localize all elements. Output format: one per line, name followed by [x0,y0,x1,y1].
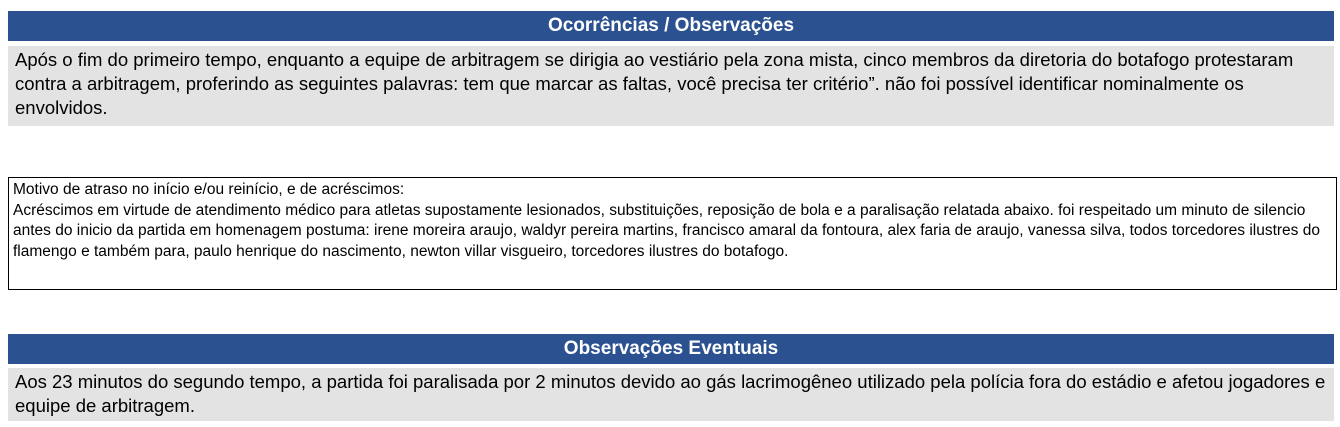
atraso-text: Acréscimos em virtude de atendimento médico para atletas supostamente lesionados, substituições, reposição de bola e a paralisação relatada abaixo. foi respeitado um minuto de silencio antes do inicio da partida em homenagem postuma: irene moreira araujo, waldyr pereira martins, francisco amaral da fontoura, alex faria de araujo, vanessa silva, todos torcedores ilustres do flamengo e também para, paulo henrique do nascimento, newton villar visgueiro, torcedores ilustres do botafogo. [13,201,1320,260]
eventuais-section-header: Observações Eventuais [8,334,1334,364]
ocorrencias-section-header: Ocorrências / Observações [8,11,1334,41]
atraso-title: Motivo de atraso no início e/ou reinício, e de acréscimos: [13,181,405,198]
ocorrencias-text: Após o fim do primeiro tempo, enquanto a equipe de arbitragem se dirigia ao vestiário pela zona mista, cinco membros da diretoria do botafogo protestaram contra a arbitragem, proferindo as seguintes palavras: tem que marcar as faltas, você precisa ter critério”. não foi possível identificar nominalmente os envolvidos. [8,46,1334,126]
atraso-box [8,177,1337,290]
eventuais-text: Aos 23 minutos do segundo tempo, a partida foi paralisada por 2 minutos devido ao gás lacrimogêneo utilizado pela polícia fora do estádio e afetou jogadores e equipe de arbitragem. [8,368,1334,421]
